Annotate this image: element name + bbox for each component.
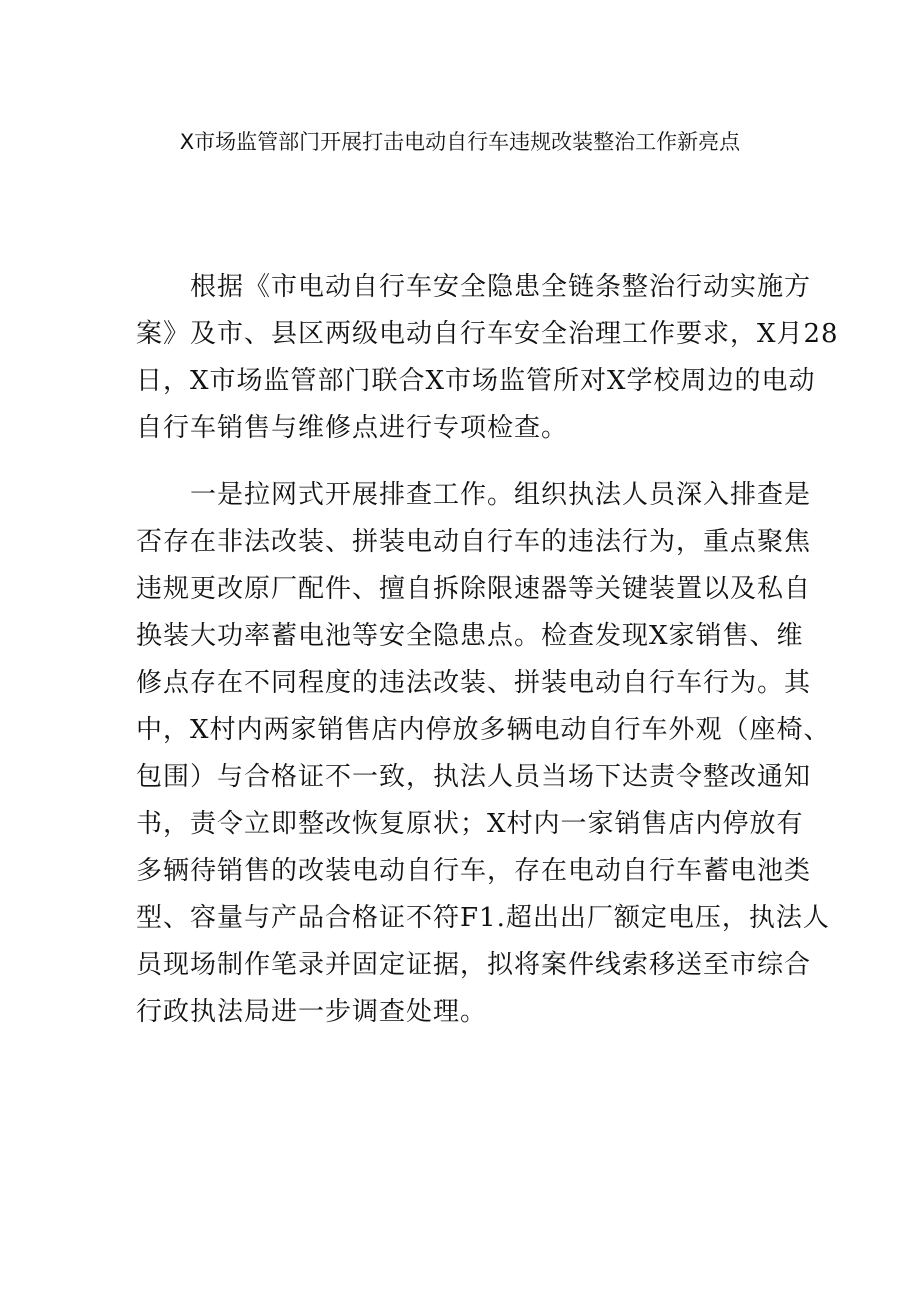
paragraph-line: 包围）与合格证不一致，执法人员当场下达责令整改通知: [136, 762, 812, 792]
paragraph-line: 自行车销售与维修点进行专项检查。: [136, 413, 569, 443]
paragraph-line: 一是拉网式开展排查工作。组织执法人员深入排查是: [190, 480, 812, 510]
paragraph-1: [136, 264, 839, 452]
paragraph-line: 案》及市、县区两级电动自行车安全治理工作要求，X月28: [136, 319, 839, 349]
paragraph-line: 根据《市电动自行车安全隐患全链条整治行动实施方: [190, 272, 812, 302]
document-title: X市场监管部门开展打击电动自行车违规改装整治工作新亮点: [179, 130, 741, 154]
paragraph-line: 型、容量与产品合格证不符F1.超出出厂额定电压，执法人: [136, 903, 830, 933]
paragraph-line: 违规更改原厂配件、擅自拆除限速器等关键装置以及私自: [136, 574, 812, 604]
paragraph-line: 员现场制作笔录并固定证据，拟将案件线索移送至市综合: [136, 950, 812, 980]
paragraph-line: 中，X村内两家销售店内停放多辆电动自行车外观（座椅、: [136, 715, 831, 745]
paragraph-line: 日，X市场监管部门联合X市场监管所对X学校周边的电动: [136, 366, 816, 396]
paragraph-line: 书，责令立即整改恢复原状；X村内一家销售店内停放有: [136, 809, 804, 839]
paragraph-2: [136, 472, 831, 1036]
paragraph-line: 换装大功率蓄电池等安全隐患点。检查发现X家销售、维: [136, 621, 804, 651]
paragraph-line: 多辆待销售的改装电动自行车，存在电动自行车蓄电池类: [136, 856, 812, 886]
paragraph-line: 行政执法局进一步调查处理。: [136, 997, 488, 1027]
paragraph-line: 修点存在不同程度的违法改装、拼装电动自行车行为。其: [136, 668, 812, 698]
paragraph-line: 否存在非法改装、拼装电动自行车的违法行为，重点聚焦: [136, 527, 812, 557]
